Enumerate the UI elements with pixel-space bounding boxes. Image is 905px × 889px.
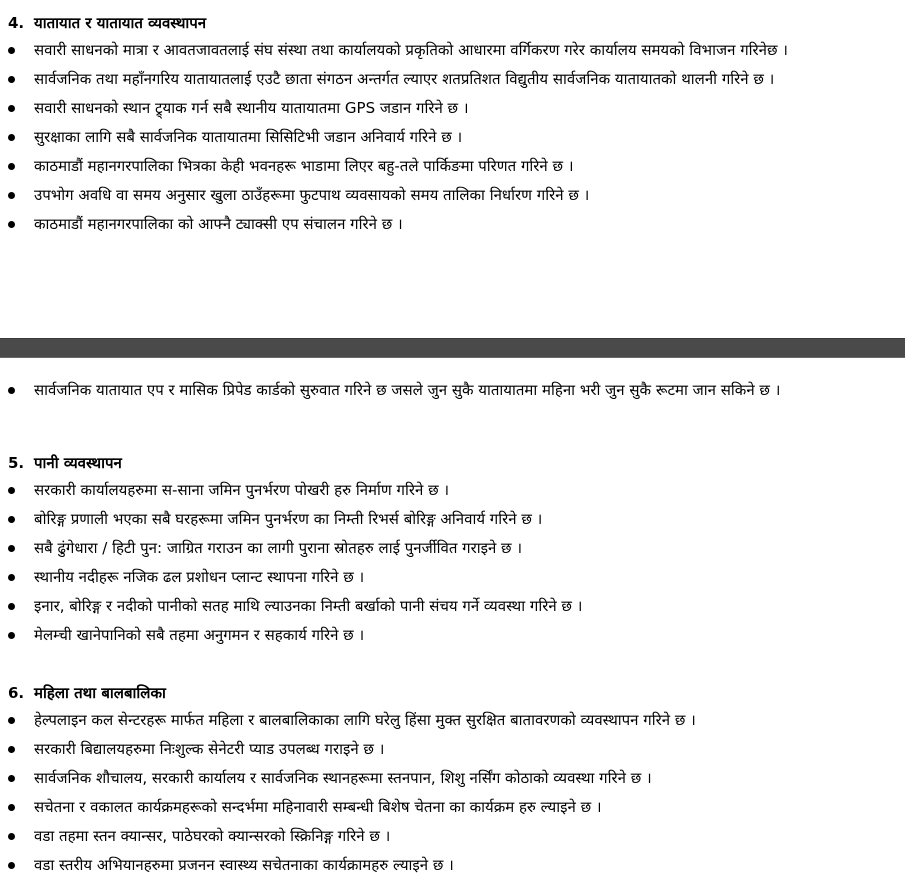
list-item-text: सबै ढुंगेधारा / हिटी पुन: जाग्रित गराउन का लागी पुराना स्रोतहरु लाई पुनर्जीवित गराइने छ । [34, 539, 523, 557]
list-item-text: सार्वजनिक यातायात एप र मासिक प्रिपेड कार्डको सुरुवात गरिने छ जसले जुन सुकै यातायातमा महिना भरी जुन सुकै रूटमा जान सकिने छ । [34, 381, 781, 399]
section-6-women-children [0, 680, 905, 880]
list-item [0, 123, 905, 152]
list-item [0, 793, 905, 822]
bullet-icon [8, 603, 15, 610]
section-heading [0, 450, 905, 476]
list-item [0, 592, 905, 621]
page-separator [0, 338, 905, 358]
section-4-continued [0, 376, 905, 405]
list-item-text: सरकारी बिद्यालयहरुमा निःशुल्क सेनेटरी प्याड उपलब्ध गराइने छ । [34, 740, 385, 758]
bullet-icon [8, 76, 15, 83]
bullet-icon [8, 632, 15, 639]
list-item [0, 563, 905, 592]
list-item-text: इनार, बोरिङ्ग र नदीको पानीको सतह माथि ल्याउनका निम्ती बर्खाको पानी संचय गर्ने व्यवस्था गरिने छ । [34, 597, 583, 615]
list-item-text: सरकारी कार्यालयहरुमा स-साना जमिन पुनर्भरण पोखरी हरु निर्माण गरिने छ । [34, 481, 450, 499]
bullet-list [0, 36, 905, 239]
list-item [0, 376, 905, 405]
list-item-text: सचेतना र वकालत कार्यक्रमहरूको सन्दर्भमा महिनावारी सम्बन्धी बिशेष चेतना का कार्यक्रम हरु ल्याइने छ । [34, 798, 602, 816]
list-item-text: स्थानीय नदीहरू नजिक ढल प्रशोधन प्लान्ट स्थापना गरिने छ । [34, 568, 365, 586]
bullet-icon [8, 387, 15, 394]
bullet-icon [8, 163, 15, 170]
bullet-icon [8, 487, 15, 494]
list-item-text: सार्वजनिक शौचालय, सरकारी कार्यालय र सार्वजनिक स्थानहरूमा स्तनपान, शिशु नर्सिंग कोठाको व्यवस्था गरिने छ । [34, 769, 652, 787]
bullet-icon [8, 134, 15, 141]
bullet-icon [8, 545, 15, 552]
list-item [0, 65, 905, 94]
bullet-list [0, 376, 905, 405]
bullet-icon [8, 746, 15, 753]
section-4-transport [0, 10, 905, 239]
bullet-icon [8, 775, 15, 782]
list-item-text: काठमाडौं महानगरपालिका भित्रका केही भवनहरू भाडामा लिएर बहु-तले पार्किङमा परिणत गरिने छ । [34, 157, 574, 175]
list-item-text: सवारी साधनको स्थान ट्र्याक गर्न सबै स्थानीय यातायातमा GPS जडान गरिने छ । [34, 99, 469, 117]
bullet-icon [8, 862, 15, 869]
list-item [0, 822, 905, 851]
bullet-icon [8, 47, 15, 54]
list-item [0, 534, 905, 563]
section-5-water [0, 450, 905, 650]
list-item [0, 152, 905, 181]
list-item-text: वडा स्तरीय अभियानहरुमा प्रजनन स्वास्थ्य सचेतनाका कार्यक्रामहरु ल्याइने छ । [34, 856, 454, 874]
section-heading [0, 10, 905, 36]
section-number: 6. [8, 684, 25, 702]
list-item [0, 94, 905, 123]
list-item-text: बोरिङ्ग प्रणाली भएका सबै घरहरूमा जमिन पुनर्भरण का निम्ती रिभर्स बोरिङ्ग अनिवार्य गरिने छ । [34, 510, 543, 528]
list-item-text: सवारी साधनको मात्रा र आवतजावतलाई संघ संस्था तथा कार्यालयको प्रकृतिको आधारमा वर्गिकरण गरेर कार्यालय समयको विभाजन गरिनेछ । [34, 41, 788, 59]
section-number: 5. [8, 454, 25, 472]
list-item [0, 505, 905, 534]
list-item [0, 36, 905, 65]
list-item-text: उपभोग अवधि वा समय अनुसार खुला ठाउँहरूमा फुटपाथ व्यवसायको समय तालिका निर्धारण गरिने छ । [34, 186, 590, 204]
list-item [0, 210, 905, 239]
bullet-icon [8, 516, 15, 523]
bullet-icon [8, 574, 15, 581]
list-item [0, 851, 905, 880]
list-item [0, 706, 905, 735]
bullet-icon [8, 105, 15, 112]
section-title: यातायात र यातायात व्यवस्थापन [34, 14, 207, 32]
list-item-text: सार्वजनिक तथा महाँनगरिय यातायातलाई एउटै छाता संगठन अन्तर्गत ल्याएर शतप्रतिशत विद्युतीय सार्वजनिक यातायातको थालनी गरिने छ । [34, 70, 775, 88]
list-item-text: वडा तहमा स्तन क्यान्सर, पाठेघरको क्यान्सरको स्क्रिनिङ्ग गरिने छ । [34, 827, 391, 845]
section-title: महिला तथा बालबालिका [34, 684, 166, 702]
list-item-text: सुरक्षाका लागि सबै सार्वजनिक यातायातमा सिसिटिभी जडान अनिवार्य गरिने छ । [34, 128, 463, 146]
list-item-text: काठमाडौं महानगरपालिका को आफ्नै ट्याक्सी एप संचालन गरिने छ । [34, 215, 403, 233]
bullet-icon [8, 717, 15, 724]
bullet-list [0, 706, 905, 880]
bullet-list [0, 476, 905, 650]
bullet-icon [8, 833, 15, 840]
list-item [0, 181, 905, 210]
list-item [0, 476, 905, 505]
section-heading [0, 680, 905, 706]
section-number: 4. [8, 14, 25, 32]
section-title: पानी व्यवस्थापन [34, 454, 122, 472]
document-page-top [0, 0, 905, 338]
list-item-text: हेल्पलाइन कल सेन्टरहरू मार्फत महिला र बालबालिकाका लागि घरेलु हिंसा मुक्त सुरक्षित बातावरणको व्यवस्थापन गरिने छ । [34, 711, 696, 729]
bullet-icon [8, 192, 15, 199]
list-item [0, 764, 905, 793]
bullet-icon [8, 804, 15, 811]
list-item-text: मेलम्ची खानेपानिको सबै तहमा अनुगमन र सहकार्य गरिने छ । [34, 626, 365, 644]
list-item [0, 621, 905, 650]
document-page-bottom [0, 358, 905, 889]
bullet-icon [8, 221, 15, 228]
list-item [0, 735, 905, 764]
